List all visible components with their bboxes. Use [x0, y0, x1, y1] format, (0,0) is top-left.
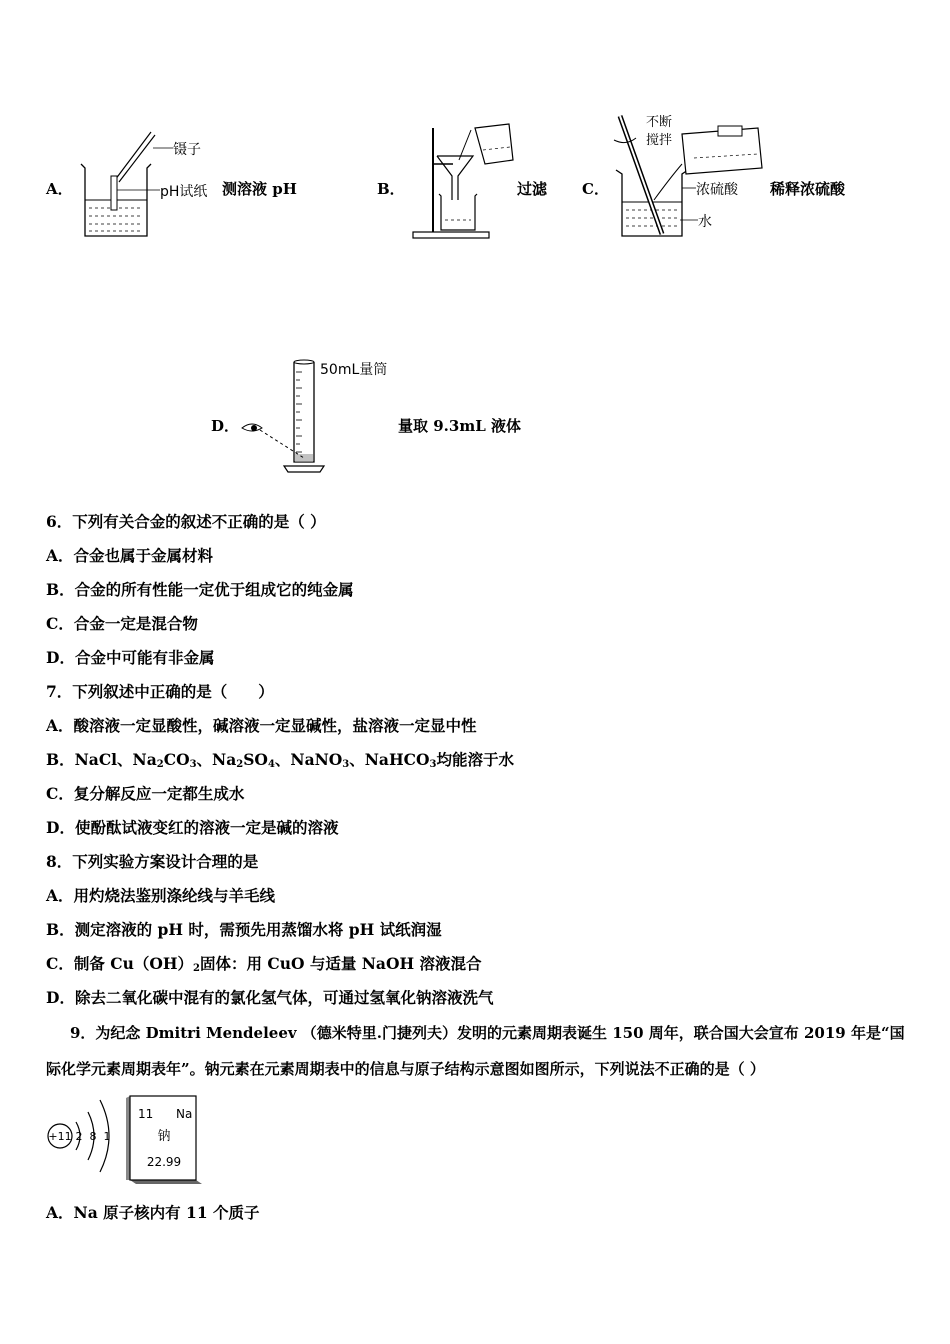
q6-option-b: B．合金的所有性能一定优于组成它的纯金属	[46, 580, 354, 599]
stir-label-1: 不断	[646, 115, 673, 130]
q7-option-a: A．酸溶液一定显酸性，碱溶液一定显碱性，盐溶液一定显中性	[46, 716, 477, 735]
option-c-caption: 稀释浓硫酸	[770, 180, 846, 198]
sodium-atom-diagram	[46, 1092, 116, 1180]
q7-option-b: B．NaCl、$Na_2CO_3$、$Na_2SO_4$、NaNO$_3$、NaHCO$_3$均能溶于水	[46, 750, 514, 770]
q7-option-d: D．使酚酞试液变红的溶液一定是碱的溶液	[46, 818, 339, 837]
option-c-letter: C．	[582, 180, 609, 198]
atom-shell-3: 1	[103, 1130, 111, 1143]
q6-option-a: A．合金也属于金属材料	[46, 546, 214, 565]
q9-option-a: A．Na 原子核内有 11 个质子	[46, 1203, 260, 1222]
stir-label-2: 搅拌	[646, 133, 673, 148]
q7-option-c: C．复分解反应一定都生成水	[46, 784, 245, 803]
ph-paper-label: pH试纸	[160, 184, 208, 200]
option-d-letter: D．	[211, 417, 240, 435]
atom-nucleus: +11	[48, 1130, 72, 1143]
option-b-caption: 过滤	[517, 180, 548, 198]
q9-stem-line2: 际化学元素周期表年”。钠元素在元素周期表中的信息与原子结构示意图如图所示，下列说法不正确的是（ ）	[46, 1060, 765, 1078]
q8-option-b: B．测定溶液的 pH 时，需预先用蒸馏水将 pH 试纸润湿	[46, 920, 442, 939]
option-a-caption: 测溶液 pH	[222, 180, 297, 198]
ph-test-diagram	[75, 130, 225, 240]
element-mass: 22.99	[146, 1155, 182, 1169]
q8-option-c: C．制备 $Cu(OH)_2$固体：用 CuO 与适量 NaOH 溶液混合	[46, 954, 482, 974]
q6-stem: 6．下列有关合金的叙述不正确的是（ ）	[46, 512, 326, 531]
q8-stem: 8．下列实验方案设计合理的是	[46, 852, 259, 871]
q9-stem-line1: 9．为纪念 Dmitri Mendeleev （德米特里.门捷列夫）发明的元素周期表诞生 150 周年，联合国大会宣布 2019 年是“国	[70, 1024, 905, 1042]
cylinder-diagram	[238, 356, 408, 478]
sodium-element-card	[126, 1096, 206, 1184]
acid-label: 浓硫酸	[696, 182, 738, 198]
q8-option-d: D．除去二氧化碳中混有的氯化氢气体，可通过氢氧化钠溶液洗气	[46, 988, 494, 1007]
cylinder-label: 50mL量筒	[320, 362, 388, 378]
q6-option-d: D．合金中可能有非金属	[46, 648, 215, 667]
atom-shell-2: 8	[89, 1130, 97, 1143]
element-number: 11	[138, 1107, 154, 1121]
dilution-diagram	[612, 112, 772, 244]
tweezers-label: 镊子	[173, 142, 201, 158]
option-d-caption: 量取 9.3mL 液体	[398, 417, 521, 435]
atom-shell-1: 2	[75, 1130, 83, 1143]
option-b-letter: B．	[377, 180, 405, 198]
water-label: 水	[698, 214, 712, 230]
filtration-diagram	[413, 120, 523, 242]
element-name: 钠	[157, 1129, 171, 1144]
q6-option-c: C．合金一定是混合物	[46, 614, 198, 633]
q8-option-a: A．用灼烧法鉴别涤纶线与羊毛线	[46, 886, 276, 905]
element-symbol: Na	[176, 1107, 193, 1121]
q7-stem: 7．下列叙述中正确的是（ ）	[46, 682, 274, 701]
option-a-letter: A．	[46, 180, 73, 198]
